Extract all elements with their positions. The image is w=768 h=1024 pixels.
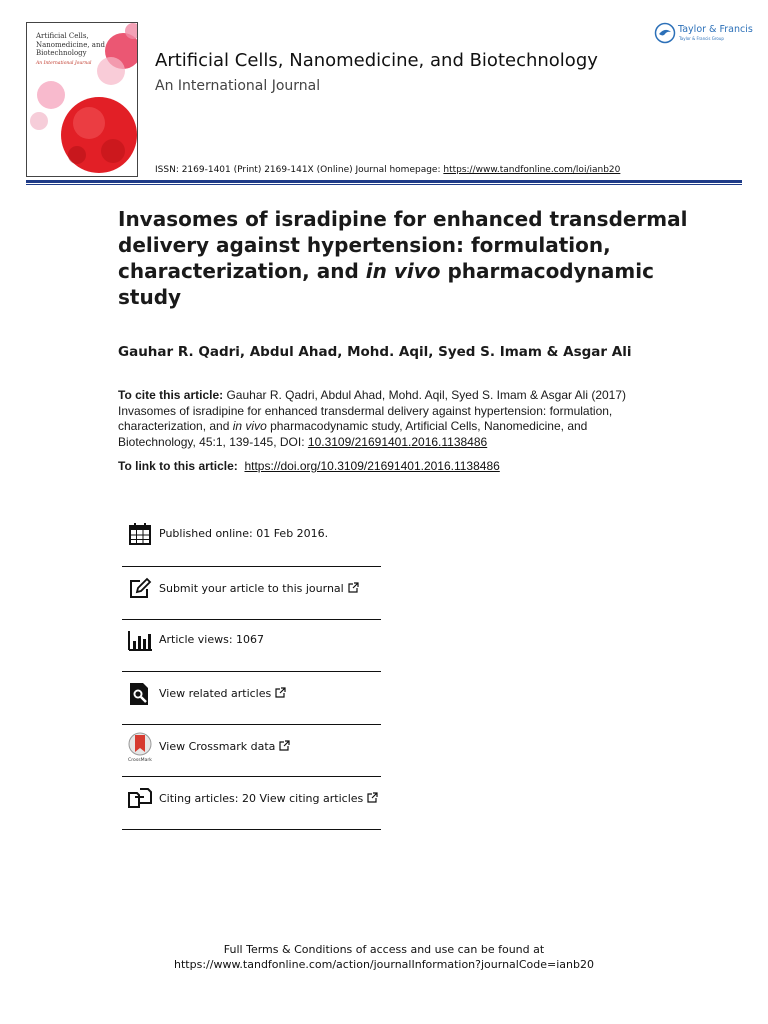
article-title xyxy=(118,206,688,310)
publisher-group: Taylor & Francis Group xyxy=(679,36,724,41)
crossmark-badge-label: CrossMark xyxy=(128,758,152,762)
article-authors: Gauhar R. Qadri, Abdul Ahad, Mohd. Aqil, Syed S. Imam & Asgar Ali xyxy=(118,344,632,360)
citation-doi-link[interactable]: 10.3109/21691401.2016.1138486 xyxy=(307,434,488,449)
citation-italic: in vivo xyxy=(232,419,267,433)
journal-subtitle: An International Journal xyxy=(155,78,321,94)
issn-text: ISSN: 2169-1401 (Print) 2169-141X (Online) Journal homepage: xyxy=(155,165,444,175)
citing-articles-text: Citing articles: 20 View citing articles xyxy=(159,792,364,805)
calendar-icon xyxy=(128,522,152,546)
external-link-icon xyxy=(275,687,286,698)
search-document-icon xyxy=(128,682,152,706)
external-link-icon xyxy=(367,792,378,803)
citing-documents-icon xyxy=(128,787,152,811)
header-rule-thin xyxy=(26,184,742,185)
published-online-row xyxy=(122,510,381,560)
article-link-label: To link to this article: xyxy=(118,459,238,473)
footer-terms-link[interactable]: https://www.tandfonline.com/action/journalInformation?journalCode=ianb20 xyxy=(174,958,594,971)
submit-article-row[interactable] xyxy=(122,565,381,615)
citation-block xyxy=(118,388,648,450)
journal-cover-image xyxy=(26,22,138,177)
citation-label: To cite this article: xyxy=(118,388,224,402)
crossmark-link[interactable] xyxy=(159,740,290,753)
article-doi-link[interactable]: https://doi.org/10.3109/21691401.2016.1138486 xyxy=(244,459,500,473)
crossmark-row[interactable] xyxy=(122,723,381,773)
external-link-icon xyxy=(279,740,290,751)
publisher-name: Taylor & Francis xyxy=(678,24,753,35)
article-title-part1: Invasomes of isradipine for enhanced transdermal delivery against hypertension: formulation, characterization, and xyxy=(118,207,688,283)
citation-text1: Gauhar R. Qadri, Abdul Ahad, Mohd. Aqil, Syed S. Imam & Asgar Ali (2017) Invasomes of isradipine for enhanced transdermal delivery against hypertension: formulation, characterization, and xyxy=(118,388,627,433)
article-views-text: Article views: 1067 xyxy=(159,633,265,646)
citation-text2: pharmacodynamic study, Artificial Cells, Nanomedicine, and Biotechnology, 45:1, 139-145, DOI: xyxy=(118,419,588,449)
crossmark-icon xyxy=(128,732,152,762)
issn-line xyxy=(155,165,620,175)
submit-article-text: Submit your article to this journal xyxy=(159,582,344,595)
related-articles-link[interactable] xyxy=(159,687,286,700)
footer-line1: Full Terms & Conditions of access and use can be found at xyxy=(223,943,545,956)
citing-articles-link[interactable] xyxy=(159,792,378,805)
submit-article-link[interactable] xyxy=(159,582,359,595)
article-views-row xyxy=(122,616,381,666)
article-link-line xyxy=(118,459,500,473)
header-rule xyxy=(26,180,742,183)
article-title-part2: pharmacodynamic study xyxy=(118,259,654,309)
footer-terms xyxy=(0,942,768,972)
cover-subtitle: An International Journal xyxy=(36,60,92,66)
cover-title: Artificial Cells, Nanomedicine, and Biotechnology xyxy=(36,32,105,57)
journal-title: Artificial Cells, Nanomedicine, and Biotechnology xyxy=(155,50,598,71)
external-link-icon xyxy=(348,582,359,593)
article-title-italic: in vivo xyxy=(365,259,441,283)
edit-icon xyxy=(128,577,152,601)
published-online-text: Published online: 01 Feb 2016. xyxy=(159,527,329,540)
bar-chart-icon xyxy=(128,628,152,652)
journal-homepage-link[interactable]: https://www.tandfonline.com/loi/ianb20 xyxy=(443,165,621,175)
crossmark-text: View Crossmark data xyxy=(159,740,276,753)
related-articles-row[interactable] xyxy=(122,670,381,720)
related-articles-text: View related articles xyxy=(159,687,272,700)
citing-articles-row[interactable] xyxy=(122,775,381,825)
taylor-francis-logo-icon xyxy=(654,22,676,44)
divider xyxy=(122,829,381,830)
